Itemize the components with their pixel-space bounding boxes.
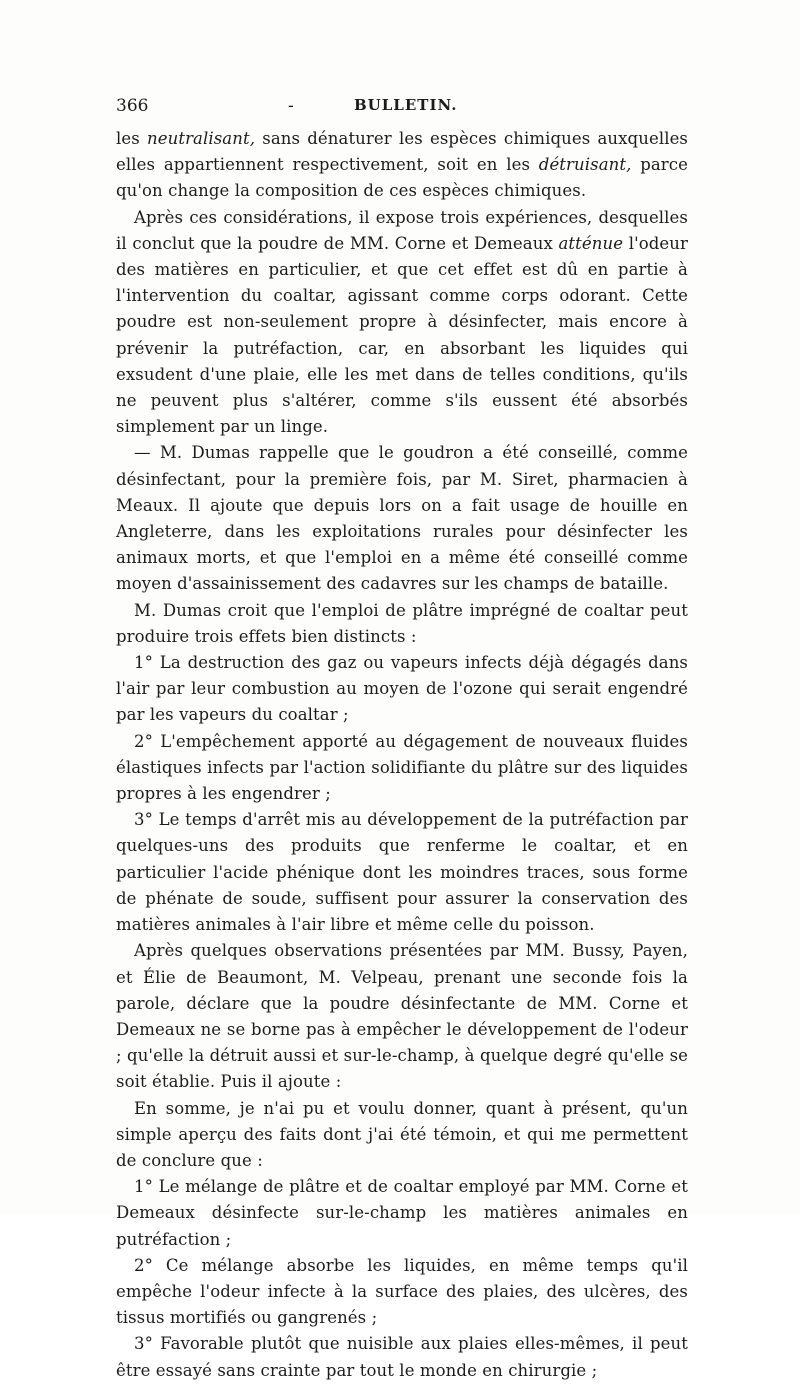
- paragraph-text: sans dénaturer les espèces chimiques auxquelles elles appartiennent respectivement, soit en les: [116, 129, 689, 175]
- paragraph-velpeau: [116, 938, 688, 1095]
- effect-item: [116, 807, 688, 938]
- italic-term: neutralisant,: [147, 129, 256, 148]
- paragraph-text: l'odeur des matières en particulier, et que cet effet est dû en partie à l'intervention du coaltar, agissant comme corps odorant. Cette poudre est non-seulement propre à désinfecter, mais encore à prévenir la putréfaction, car, en absorbant les liquides qui exsudent d'une plaie, elle les met dans de telles conditions, qu'ils ne peuvent plus s'altérer, comme s'ils eussent été absorbés simplement par un linge.: [116, 233, 688, 437]
- page-header: [116, 96, 688, 120]
- paragraph-experiences: [116, 205, 688, 441]
- paragraph-dumas-goudron: [116, 440, 688, 597]
- italic-term: atténue: [558, 233, 624, 253]
- item-text: L'empêchement apporté au dégagement de nouveaux fluides élastiques infects par l'action solidifiante du plâtre sur des liquides propres à les engendrer ;: [116, 731, 688, 804]
- header-dash: -: [288, 96, 294, 116]
- item-text: Le mélange de plâtre et de coaltar employé par MM. Corne et Demeaux désinfecte sur-le-champ les matières animales en putréfaction ;: [116, 1177, 688, 1249]
- item-number: 3°: [134, 810, 153, 830]
- item-number: 1°: [134, 653, 153, 673]
- paragraph-text: Après quelques observations présentées par MM. Bussy, Payen, et Élie de Beaumont, M. Velpeau, prenant une seconde fois la parole, déclare que la poudre désinfectante de MM. Corne et Demeaux ne se borne pas à empêcher le développement de l'odeur ; qu'elle la détruit aussi et sur-le-champ, à quelque degré qu'elle se soit établie. Puis il ajoute :: [116, 941, 688, 1092]
- item-number: 2°: [134, 731, 153, 751]
- paragraph-dumas-effets: [116, 598, 688, 650]
- paragraph-neutralisant: [116, 126, 688, 205]
- paragraph-text: M. Dumas croit que l'emploi de plâtre imprégné de coaltar peut produire trois effets bien distincts :: [116, 600, 688, 646]
- italic-term: détruisant,: [538, 155, 632, 175]
- paragraph-text: — M. Dumas rappelle que le goudron a été conseillé, comme désinfectant, pour la première fois, par M. Siret, pharmacien à Meaux. Il ajoute que depuis lors on a fait usage de houille en Angleterre, dans les exploitations rurales pour désinfecter les animaux morts, et que l'emploi en a même été conseillé comme moyen d'assainissement des cadavres sur les champs de bataille.: [116, 443, 688, 594]
- item-text: Le temps d'arrêt mis au développement de la putréfaction par quelques-uns des produits que renferme le coaltar, et en particulier l'acide phénique dont les moindres traces, sous forme de phénate de soude, suffisent pour assurer la conservation des matières animales à l'air libre et même celle du poisson.: [116, 810, 688, 935]
- item-number: 1°: [134, 1177, 153, 1197]
- item-text: La destruction des gaz ou vapeurs infects déjà dégagés dans l'air par leur combustion au moyen de l'ozone qui serait engendré par les vapeurs du coaltar ;: [116, 653, 688, 725]
- body-text: [116, 126, 688, 1384]
- conclusion-item: [116, 1331, 688, 1383]
- paragraph-text: parce qu'on change la composition de ces espèces chimiques.: [116, 155, 688, 201]
- effect-item: [116, 729, 688, 808]
- paragraph-text: Après ces considérations, il expose trois expériences, desquelles il conclut que la poudre de MM. Corne et Demeaux: [116, 207, 688, 253]
- conclusion-item: [116, 1253, 688, 1332]
- page-number: 366: [116, 96, 149, 116]
- item-text: Ce mélange absorbe les liquides, en même temps qu'il empêche l'odeur infecte à la surface des plaies, des ulcères, des tissus mortifiés ou gangrenés ;: [116, 1255, 688, 1328]
- paragraph-quote-intro: [116, 1096, 688, 1175]
- item-text: Favorable plutôt que nuisible aux plaies elles-mêmes, il peut être essayé sans crainte par tout le monde en chirurgie ;: [116, 1334, 688, 1380]
- item-number: 3°: [134, 1334, 153, 1354]
- effect-item: [116, 650, 688, 729]
- running-title: BULLETIN.: [354, 96, 458, 114]
- conclusion-item: [116, 1174, 688, 1253]
- paragraph-text: En somme, je n'ai pu et voulu donner, quant à présent, qu'un simple aperçu des faits dont j'ai été témoin, et qui me permettent de conclure que :: [116, 1098, 688, 1170]
- item-number: 2°: [134, 1255, 153, 1275]
- paragraph-text: les: [116, 129, 148, 148]
